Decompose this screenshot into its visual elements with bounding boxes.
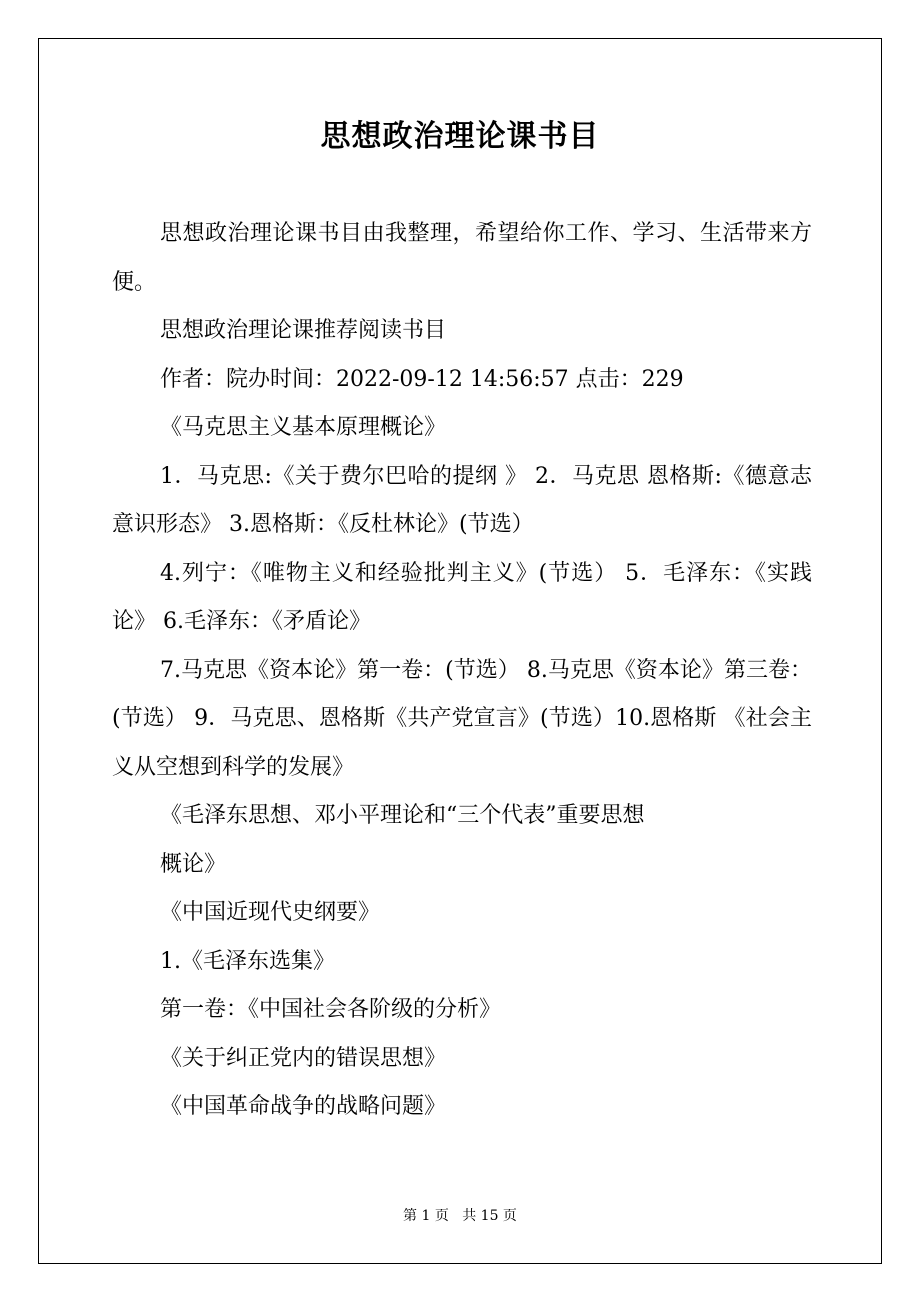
reading-list-paragraph: 4.列宁：《唯物主义和经验批判主义》(节选） 5．毛泽东：《实践论》 6.毛泽东：《矛盾论》	[112, 560, 812, 634]
intro-paragraph: 思想政治理论课书目由我整理，希望给你工作、学习、生活带来方便。	[112, 221, 812, 295]
page-number: 第 1 页	[403, 1208, 449, 1224]
reading-list-paragraph: 1．马克思:《关于费尔巴哈的提纲 》 2．马克思 恩格斯:《德意志意识形态》 3.恩格斯：《反杜林论》(节选）	[112, 463, 812, 537]
reading-list-item: 1.《毛泽东选集》	[160, 948, 335, 974]
book-title-continued: 概论》	[160, 851, 227, 877]
document-body	[112, 210, 812, 1132]
page-total: 共 15 页	[462, 1208, 517, 1224]
book-title: 《中国近现代史纲要》	[160, 900, 381, 925]
book-title: 《毛泽东思想、邓小平理论和“三个代表”重要思想	[160, 803, 645, 828]
reading-list-item: 第一卷：《中国社会各阶级的分析》	[160, 997, 502, 1022]
document-title: 思想政治理论课书目	[320, 119, 600, 154]
section-heading: 思想政治理论课推荐阅读书目	[160, 318, 447, 343]
page-footer	[0, 1204, 920, 1228]
reading-list-paragraph: 7.马克思《资本论》第一卷：(节选） 8.马克思《资本论》第三卷：(节选） 9．马克思、恩格斯《共产党宣言》(节选）10.恩格斯 《社会主义从空想到科学的发展》	[112, 657, 812, 780]
reading-list-item: 《中国革命战争的战略问题》	[160, 1094, 447, 1119]
meta-line: 作者：院办时间：2022-09-12 14:56:57 点击：229	[160, 366, 684, 392]
book-title: 《马克思主义基本原理概论》	[160, 415, 447, 440]
reading-list-item: 《关于纠正党内的错误思想》	[160, 1045, 447, 1071]
